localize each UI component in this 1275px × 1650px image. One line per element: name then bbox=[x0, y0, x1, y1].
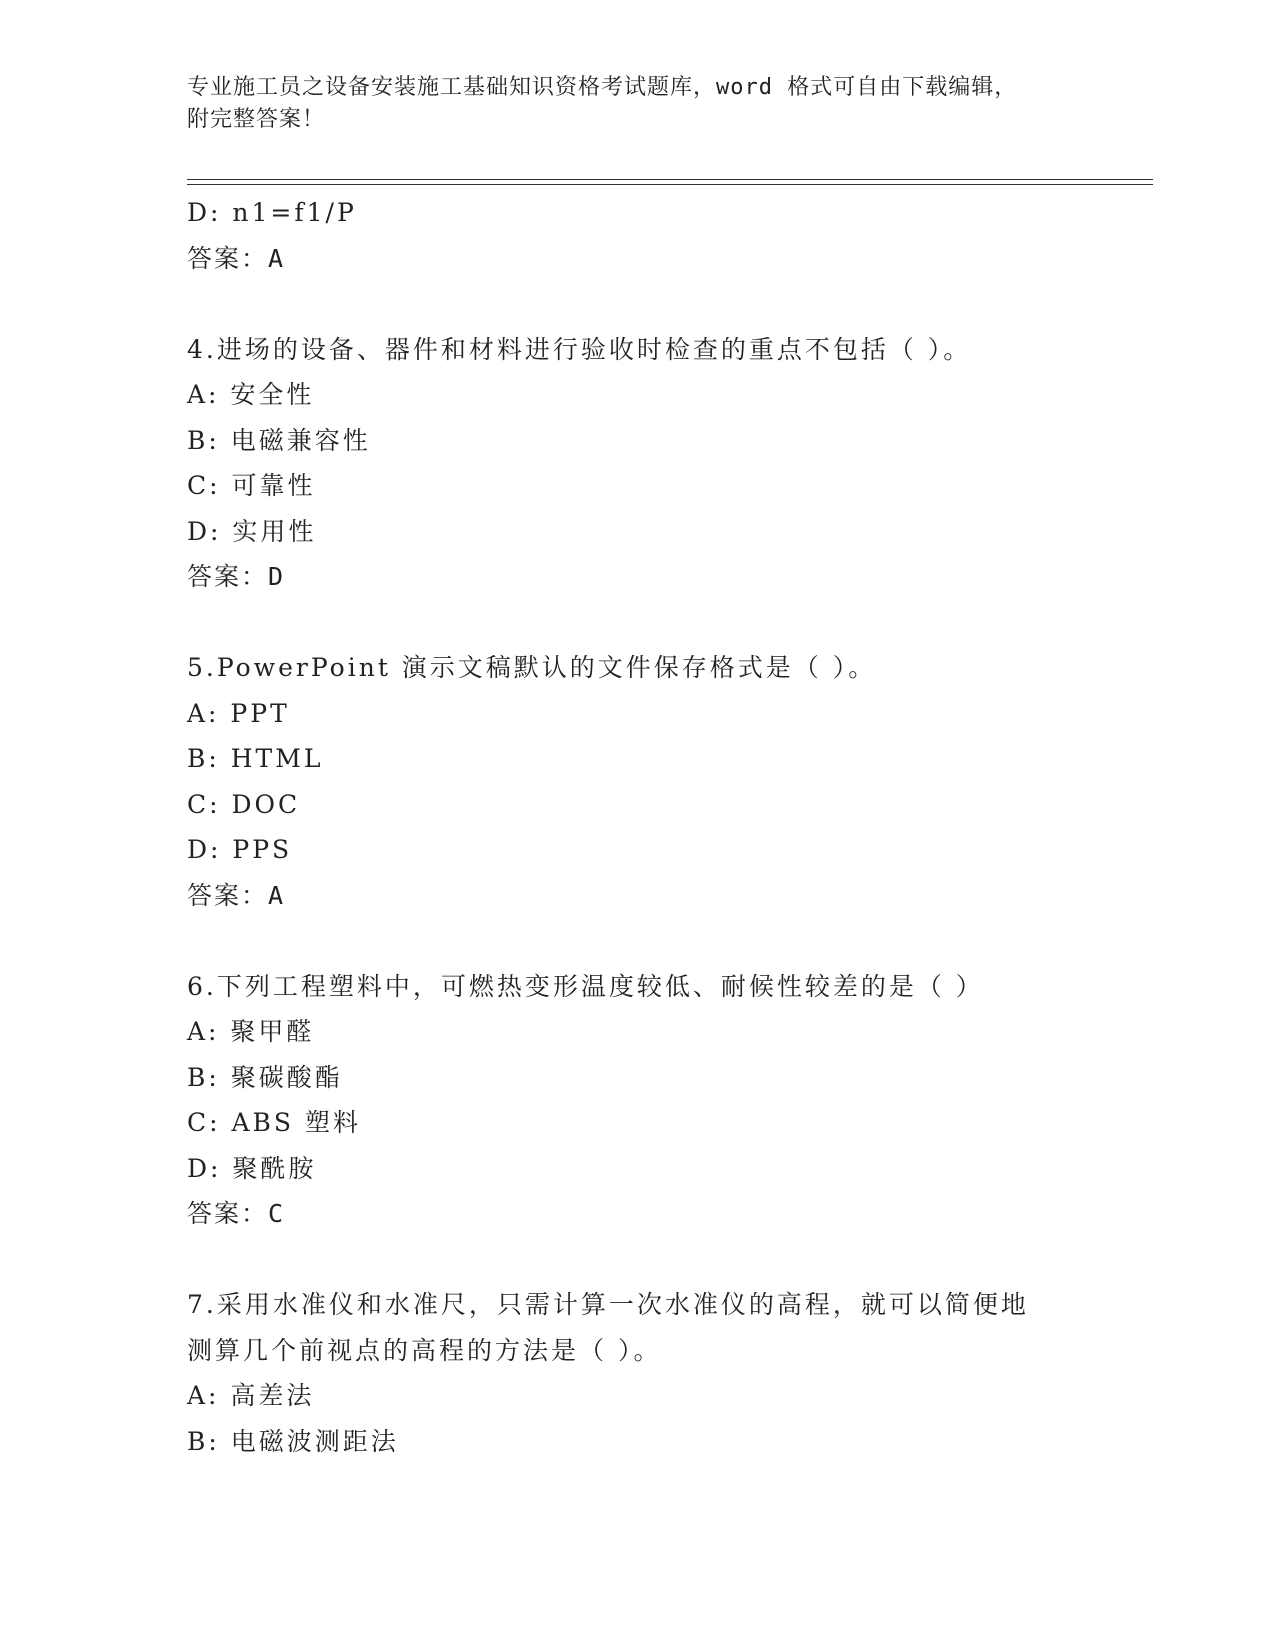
header-line-2: 附完整答案！ bbox=[187, 107, 326, 132]
answer-line: 答案：D bbox=[187, 562, 286, 591]
option-c: C: DOC bbox=[187, 789, 301, 819]
spacer bbox=[187, 1237, 1087, 1283]
option-a: A: 高差法 bbox=[187, 1381, 315, 1410]
option-b: B: 聚碳酸酯 bbox=[187, 1062, 343, 1092]
option-a: A: PPT bbox=[187, 698, 290, 728]
spacer bbox=[187, 600, 1087, 646]
option-c: C: ABS 塑料 bbox=[187, 1108, 361, 1137]
option-d: D: 实用性 bbox=[187, 516, 317, 546]
option-b: B: HTML bbox=[187, 744, 324, 773]
option-c: C: 可靠性 bbox=[187, 471, 316, 500]
option-d: D: 聚酰胺 bbox=[187, 1153, 317, 1183]
document-header bbox=[187, 72, 1087, 136]
answer-line: 答案：A bbox=[187, 243, 286, 273]
answer-line: 答案：C bbox=[187, 1199, 286, 1228]
answer-line: 答案：A bbox=[187, 880, 286, 910]
option-b: B: 电磁兼容性 bbox=[187, 425, 371, 455]
header-line-1: 专业施工员之设备安装施工基础知识资格考试题库，word 格式可自由下载编辑， bbox=[187, 75, 1018, 100]
option-b: B: 电磁波测距法 bbox=[187, 1426, 399, 1456]
option-d: D: n1=f1/P bbox=[187, 198, 357, 227]
spacer bbox=[187, 918, 1087, 964]
question-list bbox=[187, 190, 1087, 1464]
header-divider-bottom bbox=[187, 184, 1153, 185]
header-divider-top bbox=[187, 179, 1153, 180]
question-stem-5: 5.PowerPoint 演示文稿默认的文件保存格式是（ ）。 bbox=[187, 653, 877, 682]
question-stem-4: 4.进场的设备、器件和材料进行验收时检查的重点不包括（ ）。 bbox=[187, 334, 972, 364]
question-stem-7-line-2: 测算几个前视点的高程的方法是（ ）。 bbox=[187, 1335, 662, 1365]
option-d: D: PPS bbox=[187, 835, 293, 864]
option-a: A: 安全性 bbox=[187, 380, 315, 409]
question-stem-6: 6.下列工程塑料中，可燃热变形温度较低、耐候性较差的是（ ） bbox=[187, 971, 984, 1001]
question-stem-7-line-1: 7.采用水准仪和水准尺，只需计算一次水准仪的高程，就可以简便地 bbox=[187, 1290, 1029, 1319]
spacer bbox=[187, 281, 1087, 327]
option-a: A: 聚甲醛 bbox=[187, 1017, 315, 1046]
